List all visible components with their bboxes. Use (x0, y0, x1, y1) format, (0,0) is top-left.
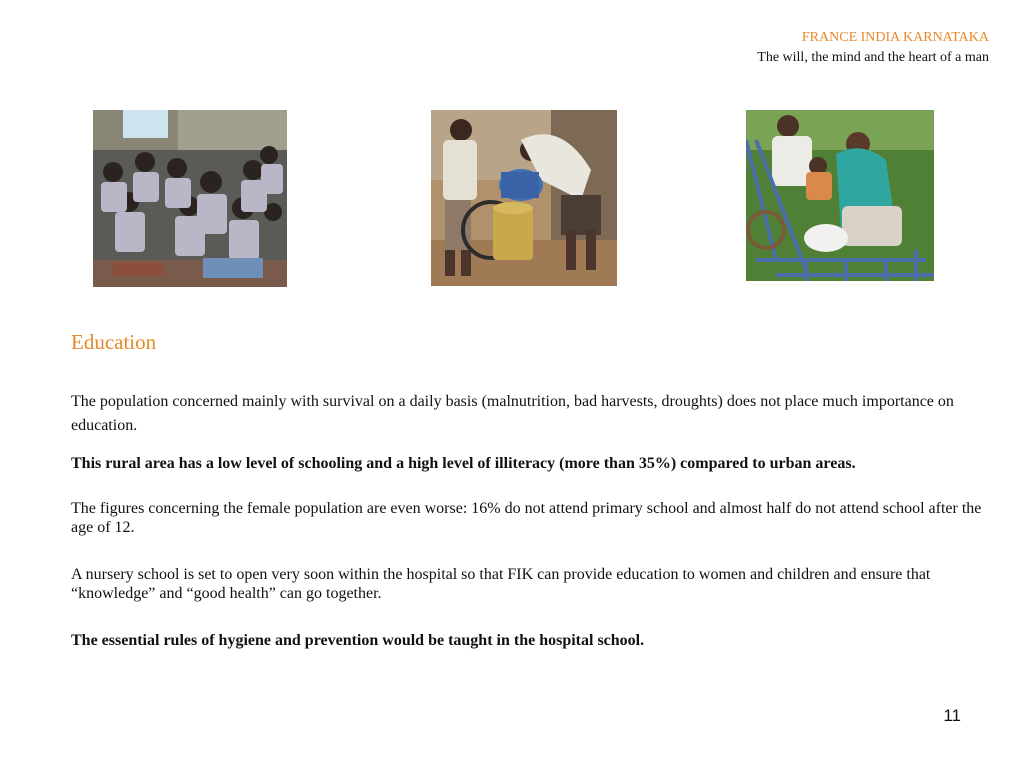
paragraph-nursery-school: A nursery school is set to open very soon within the hospital so that FIK can provide education to women and children and ensure that “knowledge” and “good health” can go together. (71, 566, 931, 602)
paragraph-illiteracy: This rural area has a low level of schooling and a high level of illiteracy (more than 35%) compared to urban areas. (71, 455, 856, 472)
paragraph-female-population: The figures concerning the female population are even worse: 16% do not attend primary school and almost half do not attend school after the age of 12. (71, 500, 982, 536)
photo-woman-on-cart (746, 110, 934, 281)
organization-name: FRANCE INDIA KARNATAKA (801, 30, 989, 45)
page-number: 11 (943, 706, 961, 725)
section-title: Education (71, 330, 157, 354)
photo-water-collection (431, 110, 617, 286)
paragraph-hygiene: The essential rules of hygiene and prevention would be taught in the hospital school. (71, 632, 645, 649)
slide-header (757, 28, 989, 68)
organization-tagline: The will, the mind and the heart of a man (757, 50, 989, 65)
paragraph-survival: The population concerned mainly with survival on a daily basis (malnutrition, bad harvests, droughts) does not place much importance on education. (71, 393, 954, 434)
body-text (71, 390, 991, 650)
photo-schoolchildren (93, 110, 287, 287)
